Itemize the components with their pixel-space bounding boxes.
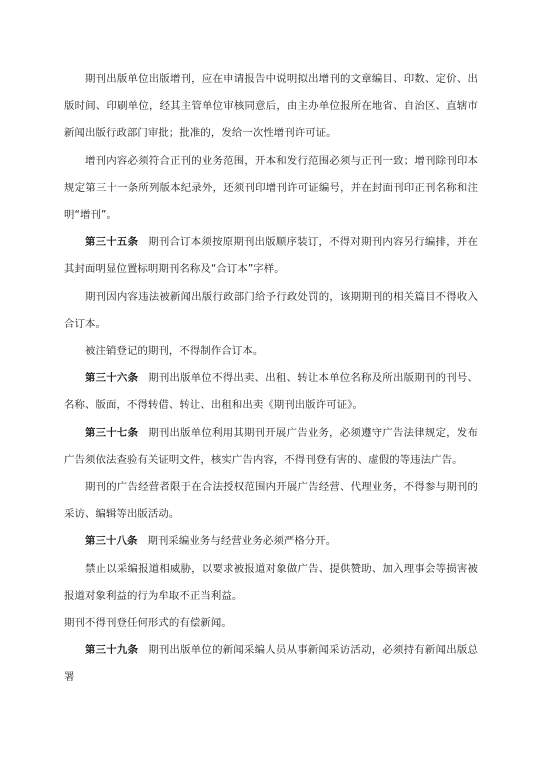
article-37: [64, 420, 478, 474]
paragraph-penalty-bound-volume: [64, 284, 478, 338]
paragraph-paid-news: [64, 610, 478, 637]
paragraph-text: 期刊不得刊登任何形式的有偿新闻。: [64, 617, 232, 630]
paragraph-text: 期刊出版单位出版增刊，应在申请报告中说明拟出增刊的文章编目、印数、定价、出版时间、印刷单位，经其主管单位审核同意后，由主办单位报所在地省、自治区、直辖市新闻出版行政部门审批；批准的，发给一次性增刊许可证。: [64, 73, 478, 140]
article-number: 第三十六条: [85, 372, 139, 385]
article-number: 第三十七条: [85, 426, 139, 439]
paragraph-text: 禁止以采编报道相威胁，以要求被报道对象做广告、提供赞助、加入理事会等损害被报道对象利益的行为牟取不正当利益。: [64, 562, 478, 602]
document-body: [64, 66, 478, 692]
article-39: [64, 637, 478, 691]
paragraph-text: 期刊出版单位的新闻采编人员从事新闻采访活动，必须持有新闻出版总署: [64, 644, 478, 684]
paragraph-advertising-operators: [64, 474, 478, 528]
article-38: [64, 528, 478, 555]
article-35: [64, 229, 478, 283]
article-36: [64, 365, 478, 419]
paragraph-text: 期刊合订本须按原期刊出版顺序装订，不得对期刊内容另行编排，并在其封面明显位置标明期刊名称及“合订本”字样。: [64, 236, 478, 276]
article-number: 第三十九条: [85, 644, 139, 657]
paragraph-prohibit-threats: [64, 556, 478, 610]
paragraph-cancelled-registration: [64, 338, 478, 365]
paragraph-text: 期刊因内容违法被新闻出版行政部门给予行政处罚的，该期期刊的相关篇目不得收入合订本。: [64, 290, 478, 330]
paragraph-text: 增刊内容必须符合正刊的业务范围，开本和发行范围必须与正刊一致；增刊除刊印本规定第三十一条所列版本纪录外，还须刊印增刊许可证编号，并在封面刊印正刊名称和注明“增刊”。: [64, 154, 478, 222]
paragraph-text: 被注销登记的期刊，不得制作合订本。: [85, 345, 264, 358]
paragraph-supplement-content: [64, 148, 478, 230]
article-number: 第三十八条: [85, 535, 138, 548]
paragraph-text: 期刊的广告经营者限于在合法授权范围内开展广告经营、代理业务，不得参与期刊的采访、编辑等出版活动。: [64, 481, 478, 521]
article-number: 第三十五条: [85, 236, 139, 249]
paragraph-supplement-application: [64, 66, 478, 148]
paragraph-text: 期刊采编业务与经营业务必须严格分开。: [147, 535, 337, 548]
paragraph-text: 期刊出版单位利用其期刊开展广告业务，必须遵守广告法律规定，发布广告须依法查验有关证明文件，核实广告内容，不得刊登有害的、虚假的等违法广告。: [64, 426, 478, 466]
paragraph-text: 期刊出版单位不得出卖、出租、转让本单位名称及所出版期刊的刊号、名称、版面，不得转借、转让、出租和出卖《期刊出版许可证》。: [64, 372, 478, 412]
